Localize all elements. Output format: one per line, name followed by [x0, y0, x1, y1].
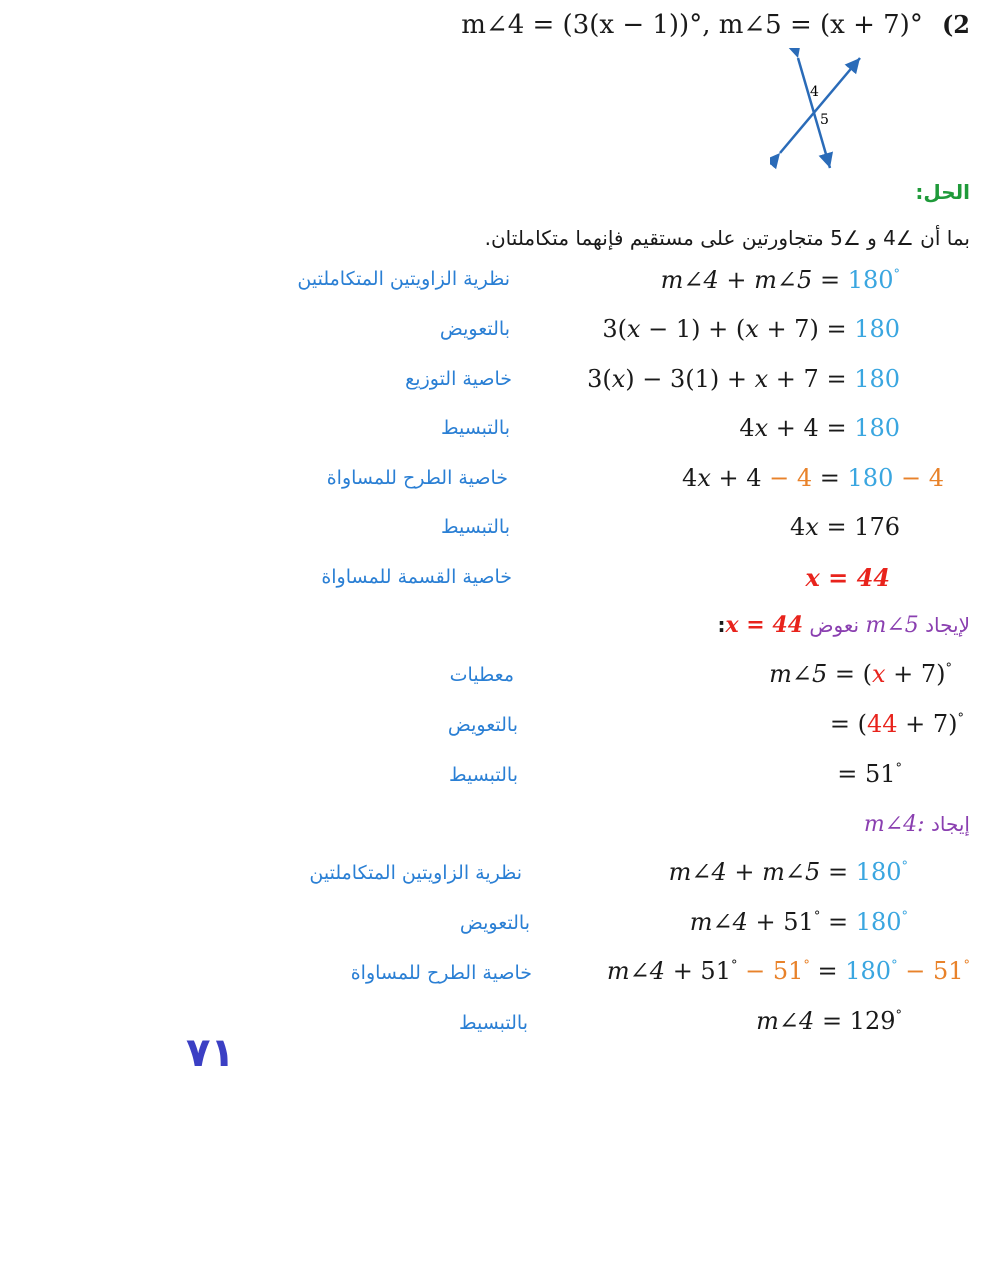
- reason-3-4: بالتبسيط: [458, 1012, 528, 1034]
- reason-3-3: خاصية الطرح للمساواة: [350, 962, 532, 984]
- angle-label-4: 4: [810, 84, 819, 100]
- find-m5-colon: :: [717, 613, 726, 637]
- reason-1-1: نظرية الزاويتين المتكاملتين: [297, 268, 510, 290]
- solution-heading: الحل:: [915, 180, 970, 204]
- eq-3-4: m∠4 = 129°: [756, 1007, 902, 1035]
- eq-3-1: m∠4 + m∠5 = 180°: [668, 858, 908, 886]
- problem-number: (2: [941, 10, 970, 39]
- find-m5-prefix: لإيجاد: [925, 613, 970, 637]
- reason-2-2: بالتعويض: [447, 714, 518, 736]
- problem-header: [461, 10, 970, 40]
- eq-1-7-result: x = 44: [805, 563, 890, 592]
- reason-1-6: بالتبسيط: [440, 516, 510, 538]
- find-m5-line: [718, 612, 970, 638]
- find-m5-middle: نعوض: [809, 613, 860, 637]
- intro-text: بما أن ∠4 و ∠5 متجاورتين على مستقيم فإنهما متكاملتان.: [484, 226, 970, 250]
- eq-3-3: m∠4 + 51° − 51° = 180° − 51°: [606, 957, 970, 985]
- eq-1-6: 4x = 176: [789, 513, 900, 541]
- reason-3-1: نظرية الزاويتين المتكاملتين: [309, 862, 522, 884]
- angle-label-5: 5: [820, 112, 829, 128]
- eq-1-1: m∠4 + m∠5 = 180°: [660, 266, 900, 294]
- reason-1-2: بالتعويض: [439, 318, 510, 340]
- eq-1-5: 4x + 4 − 4 = 180 − 4: [682, 464, 944, 492]
- eq-2-1: m∠5 = (x + 7)°: [769, 660, 952, 688]
- find-m4-prefix: إيجاد: [930, 812, 970, 836]
- eq-1-2: 3(x − 1) + (x + 7) = 180: [602, 315, 900, 343]
- reason-2-1: معطيات: [449, 664, 514, 686]
- find-m5-target: m∠5: [865, 613, 919, 638]
- eq-3-2: m∠4 + 51° = 180°: [689, 908, 908, 936]
- reason-1-4: بالتبسيط: [440, 417, 510, 439]
- reason-1-7: خاصية القسمة للمساواة: [321, 566, 512, 588]
- eq-2-2: = (44 + 7)°: [829, 710, 964, 738]
- reason-1-5: خاصية الطرح للمساواة: [326, 467, 508, 489]
- find-m4-line: [864, 812, 970, 837]
- eq-1-4: 4x + 4 = 180: [739, 414, 900, 442]
- eq-1-3: 3(x) − 3(1) + x + 7 = 180: [587, 365, 900, 393]
- eq-2-3: = 51°: [837, 760, 902, 788]
- problem-statement: m∠4 = (3(x − 1))°, m∠5 = (x + 7)°: [461, 10, 923, 40]
- reason-1-3: خاصية التوزيع: [405, 368, 512, 390]
- line-a: [780, 58, 860, 153]
- intersecting-lines-figure: [770, 48, 870, 178]
- reason-3-2: بالتعويض: [459, 912, 530, 934]
- page-number: ٧١: [186, 1030, 235, 1076]
- reason-2-3: بالتبسيط: [448, 764, 518, 786]
- find-m4-target: m∠4:: [863, 812, 925, 837]
- find-m5-sub: x = 44: [725, 612, 803, 638]
